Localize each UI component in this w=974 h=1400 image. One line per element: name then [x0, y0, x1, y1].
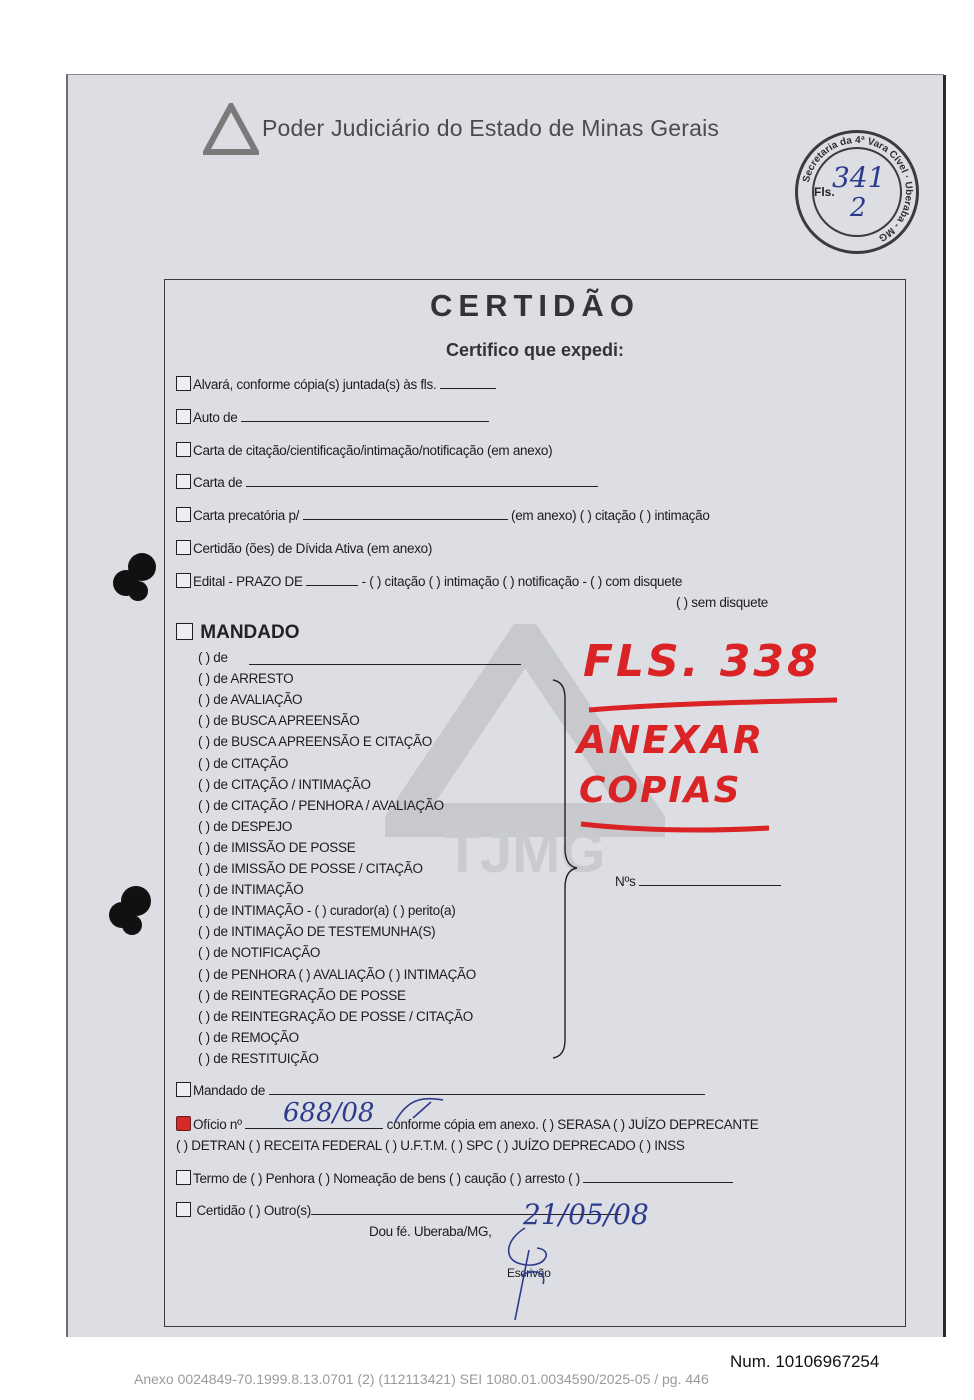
annotation-copias: COPIAS: [579, 770, 742, 811]
handwritten-signature: [485, 1220, 575, 1324]
carta-precatoria-checkbox[interactable]: [176, 507, 191, 522]
mandado-item: ( ) de REINTEGRAÇÃO DE POSSE: [198, 987, 406, 1003]
mandado-item: ( ) de ARRESTO: [198, 671, 294, 687]
mandado-item: ( ) de PENHORA ( ) AVALIAÇÃO ( ) INTIMAÇÃO: [198, 966, 476, 982]
scanned-sheet: [66, 74, 944, 1337]
mandado-item: ( ) de INTIMAÇÃO DE TESTEMUNHA(S): [198, 924, 436, 940]
mandado-de-blank-line: [249, 654, 521, 665]
certificate-subtitle: Certifico que expedi:: [445, 340, 625, 360]
item-termo: Termo de ( ) Penhora ( ) Nomeação de bens ( ) caução ( ) arresto ( ): [176, 1170, 733, 1186]
svg-text:TJMG: TJMG: [444, 820, 606, 884]
court-triangle-logo: [203, 103, 259, 155]
mandado-item: ( ) de BUSCA APREENSÃO: [198, 713, 360, 729]
mandado-heading: MANDADO: [176, 622, 300, 644]
termo-checkbox[interactable]: [176, 1170, 191, 1185]
mandado-item: ( ) de INTIMAÇÃO - ( ) curador(a) ( ) perito(a): [198, 903, 456, 919]
mandado-item: ( ) de INTIMAÇÃO: [198, 882, 304, 898]
seal-fls-label: Fls.: [814, 185, 835, 199]
annotation-underline: [583, 694, 843, 718]
mandado-item: ( ) de CITAÇÃO / PENHORA / AVALIAÇÃO: [198, 797, 444, 813]
item-oficio: Ofício nº conforme cópia em anexo. ( ) SERASA ( ) JUÍZO DEPRECANTE: [176, 1116, 758, 1132]
carta-de-checkbox[interactable]: [176, 474, 191, 489]
seal-page-number: 341: [832, 161, 886, 194]
edital-checkbox[interactable]: [176, 573, 191, 588]
item-carta-citacao: Carta de citação/cientificação/intimação/notificação (em anexo): [176, 442, 552, 458]
certificate-form: [164, 279, 906, 1327]
mandado-item: ( ) de: [198, 650, 228, 665]
certificate-title: CERTIDÃO: [430, 288, 640, 323]
certidao-divida-checkbox[interactable]: [176, 540, 191, 555]
item-edital-sem-disquete: ( ) sem disquete: [676, 595, 768, 610]
handwritten-flourish: [391, 1094, 451, 1128]
binder-hole-mark: [106, 547, 166, 607]
mandado-item: ( ) de RESTITUIÇÃO: [198, 1050, 319, 1066]
item-auto: Auto de: [176, 409, 489, 425]
mandado-item: ( ) de REMOÇÃO: [198, 1029, 299, 1045]
auto-checkbox[interactable]: [176, 409, 191, 424]
certidao-checkbox[interactable]: [176, 1202, 191, 1217]
annotation-anexar: ANEXAR: [577, 718, 765, 762]
item-mandado-de: Mandado de: [176, 1082, 705, 1098]
mandado-item: ( ) de AVALIAÇÃO: [198, 692, 303, 708]
seal-text: Secretaria da 4ª Vara Cível · Uberaba - MG: [801, 134, 915, 244]
court-name: Poder Judiciário do Estado de Minas Gerais: [262, 115, 720, 141]
alvara-checkbox[interactable]: [176, 376, 191, 391]
item-certidao-outro: Certidão ( ) Outro(s): [176, 1202, 621, 1218]
mandado-de-checkbox[interactable]: [176, 1082, 191, 1097]
mandado-item: ( ) de IMISSÃO DE POSSE / CITAÇÃO: [198, 861, 423, 876]
mandado-checkbox[interactable]: [176, 623, 193, 640]
binder-hole-mark: [102, 879, 162, 939]
annotation-underline: [575, 816, 775, 840]
mandado-item: ( ) de IMISSÃO DE POSSE: [198, 839, 356, 855]
mandado-item: ( ) de CITAÇÃO: [198, 755, 289, 771]
handwritten-date: 21/05/08: [523, 1198, 649, 1231]
seal-initial: 2: [850, 193, 867, 223]
mandado-item: ( ) de DESPEJO: [198, 818, 293, 834]
item-carta-de: Carta de: [176, 474, 598, 490]
dou-fe-line: Dou fé. Uberaba/MG,: [369, 1224, 492, 1239]
mandado-item: ( ) de CITAÇÃO / INTIMAÇÃO: [198, 776, 371, 792]
oficio-number-handwritten: 688/08: [283, 1098, 375, 1128]
mandado-item: ( ) de NOTIFICAÇÃO: [198, 945, 321, 961]
document-number: Num. 10106967254: [730, 1352, 880, 1371]
item-alvara: Alvará, conforme cópia(s) juntada(s) às fls.: [176, 376, 496, 392]
annotation-fls: FLS. 338: [583, 636, 821, 687]
carta-citacao-checkbox[interactable]: [176, 442, 191, 457]
item-carta-precatoria: Carta precatória p/ (em anexo) ( ) citação ( ) intimação: [176, 507, 710, 523]
mandado-item: ( ) de REINTEGRAÇÃO DE POSSE / CITAÇÃO: [198, 1008, 473, 1024]
escrivao-label: Escrivão: [507, 1266, 551, 1280]
numbers-field: Nºs: [615, 874, 781, 889]
mandado-item: ( ) de BUSCA APREENSÃO E CITAÇÃO: [198, 734, 432, 750]
item-certidao-divida: Certidão (ões) de Dívida Ativa (em anexo): [176, 540, 432, 556]
oficio-destinations: ( ) DETRAN ( ) RECEITA FEDERAL ( ) U.F.T.M. ( ) SPC ( ) JUÍZO DEPRECADO ( ) INSS: [176, 1138, 685, 1153]
court-seal-stamp: [795, 130, 919, 254]
document-footer-meta: Anexo 0024849-70.1999.8.13.0701 (2) (112113421) SEI 1080.01.0034590/2025-05 / pg. 446: [134, 1371, 709, 1387]
item-edital: Edital - PRAZO DE - ( ) citação ( ) intimação ( ) notificação - ( ) com disquete: [176, 573, 682, 589]
oficio-checkbox[interactable]: [176, 1116, 191, 1131]
